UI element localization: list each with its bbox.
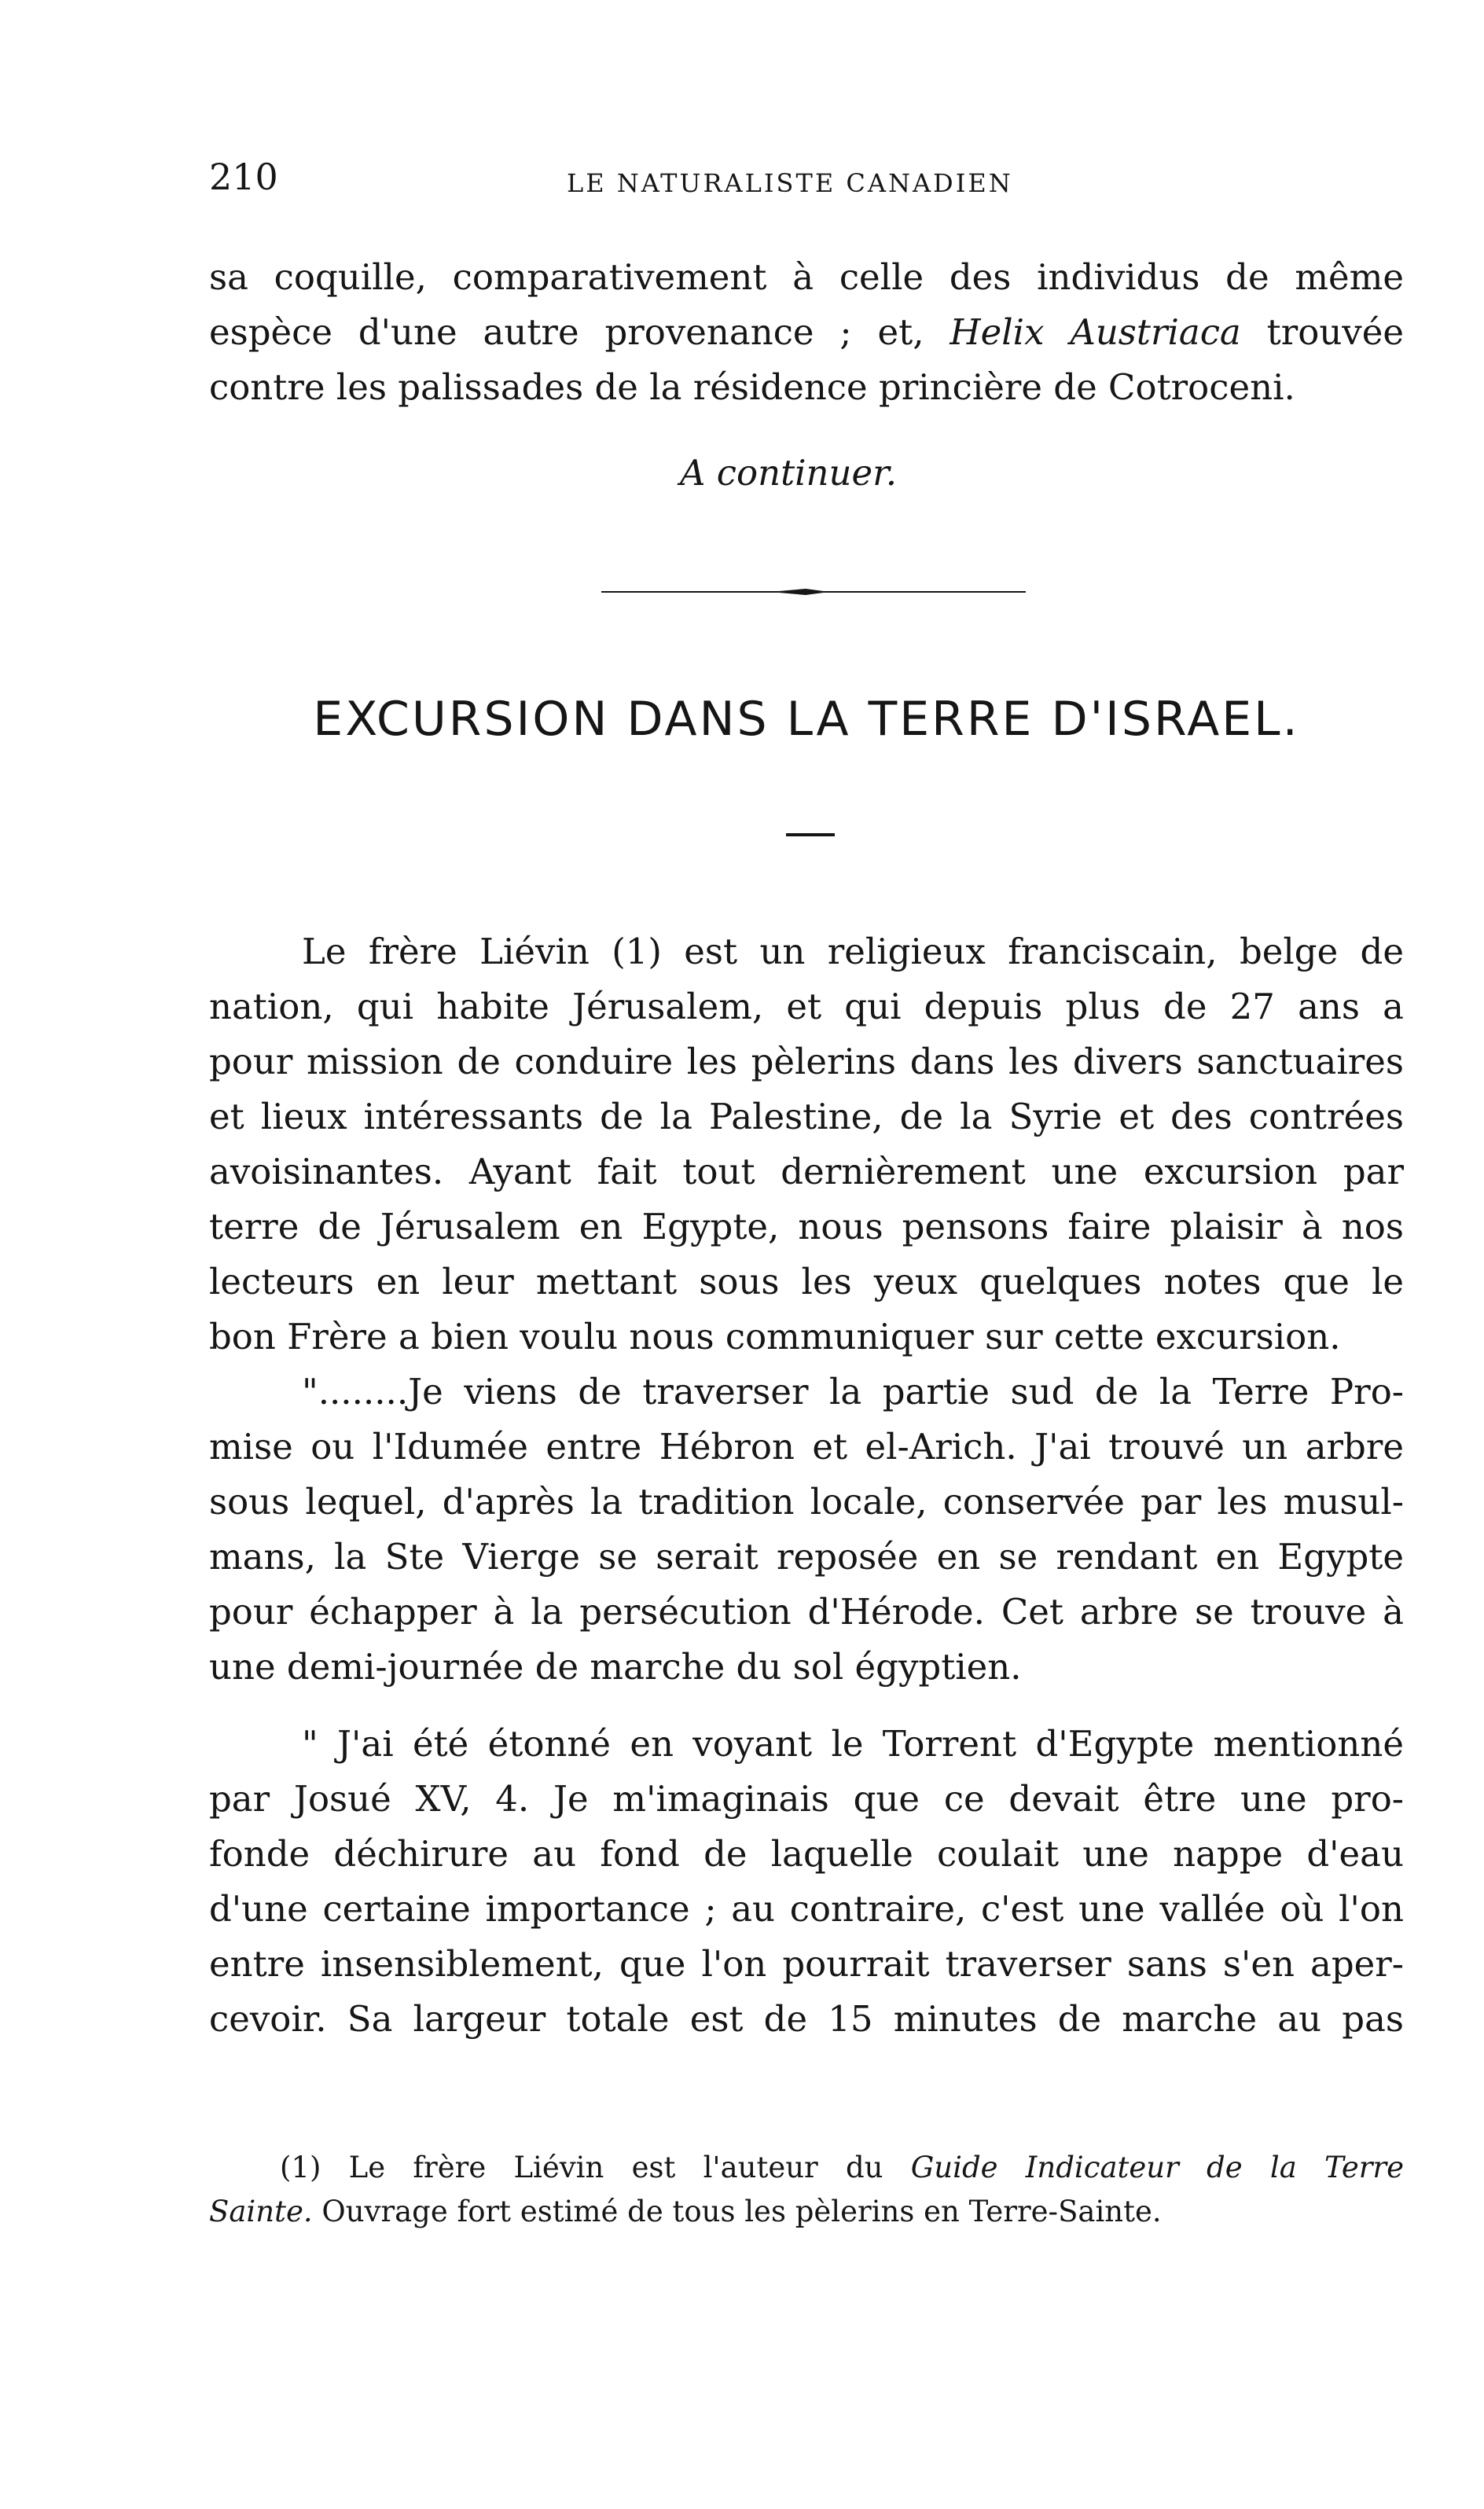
- text-line: cevoir. Sa largeur totale est de 15 minutes de marche au pas: [209, 1998, 1404, 2040]
- text-line: d'une certaine importance ; au contraire, c'est une vallée où l'on: [209, 1888, 1404, 1930]
- text-line: et lieux intéressants de la Palestine, de la Syrie et des contrées: [209, 1096, 1404, 1137]
- text-line: par Josué XV, 4. Je m'imaginais que ce devait être une pro-: [209, 1778, 1404, 1820]
- page-number: 210: [209, 156, 278, 198]
- article-title: EXCURSION DANS LA TERRE D'ISRAEL.: [313, 692, 1300, 747]
- text-line: pour échapper à la persécution d'Hérode. Cet arbre se trouve à: [209, 1591, 1404, 1633]
- journal-title: LE NATURALISTE CANADIEN: [567, 168, 1013, 198]
- text-line: sa coquille, comparativement à celle des individus de même: [209, 256, 1404, 298]
- text-line: bon Frère a bien voulu nous communiquer sur cette excursion.: [209, 1316, 1341, 1357]
- text-line: lecteurs en leur mettant sous les yeux quelques notes que le: [209, 1261, 1404, 1302]
- footnote: [209, 2146, 1404, 2234]
- book-title: Sainte.: [209, 2195, 313, 2228]
- text-line: espèce d'une autre provenance ; et, Helix Austriaca trouvée: [209, 311, 1404, 353]
- text-line: sous lequel, d'après la tradition locale, conservée par les musul-: [209, 1481, 1404, 1523]
- previous-article-ending: [209, 250, 1404, 415]
- continue-note: A continuer.: [680, 452, 898, 494]
- text-line: " J'ai été étonné en voyant le Torrent d'Egypte mentionné: [302, 1723, 1404, 1765]
- paragraph-3: [209, 1717, 1404, 2047]
- paragraph-1: [209, 924, 1404, 1365]
- text-line: "........Je viens de traverser la partie sud de la Terre Pro-: [302, 1371, 1404, 1412]
- running-head: [209, 156, 1404, 211]
- text-line: Le frère Liévin (1) est un religieux franciscain, belge de: [302, 931, 1404, 972]
- text-line: entre insensiblement, que l'on pourrait traverser sans s'en aper-: [209, 1943, 1404, 1985]
- title-rule: [786, 833, 835, 836]
- text-line: mise ou l'Idumée entre Hébron et el-Arich. J'ai trouvé un arbre: [209, 1426, 1404, 1468]
- text-line: mans, la Ste Vierge se serait reposée en se rendant en Egypte: [209, 1536, 1404, 1578]
- text-line: avoisinantes. Ayant fait tout dernièrement une excursion par: [209, 1151, 1404, 1192]
- text-line: fonde déchirure au fond de laquelle coulait une nappe d'eau: [209, 1833, 1404, 1875]
- book-title: Guide Indicateur de la Terre: [910, 2151, 1404, 2184]
- species-name: Helix Austriaca: [950, 311, 1241, 353]
- text-line: nation, qui habite Jérusalem, et qui depuis plus de 27 ans a: [209, 986, 1404, 1027]
- footnote-line: (1) Le frère Liévin est l'auteur du Guide Indicateur de la Terre: [280, 2151, 1404, 2184]
- ornamental-divider: [601, 586, 1026, 597]
- text-line: pour mission de conduire les pèlerins dans les divers sanctuaires: [209, 1041, 1404, 1082]
- text-line: terre de Jérusalem en Egypte, nous pensons faire plaisir à nos: [209, 1206, 1404, 1247]
- paragraph-2: [209, 1365, 1404, 1695]
- text-line: une demi-journée de marche du sol égyptien.: [209, 1646, 1022, 1688]
- footnote-line: Sainte. Ouvrage fort estimé de tous les pèlerins en Terre-Sainte.: [209, 2195, 1162, 2228]
- text-line: contre les palissades de la résidence princière de Cotroceni.: [209, 366, 1295, 408]
